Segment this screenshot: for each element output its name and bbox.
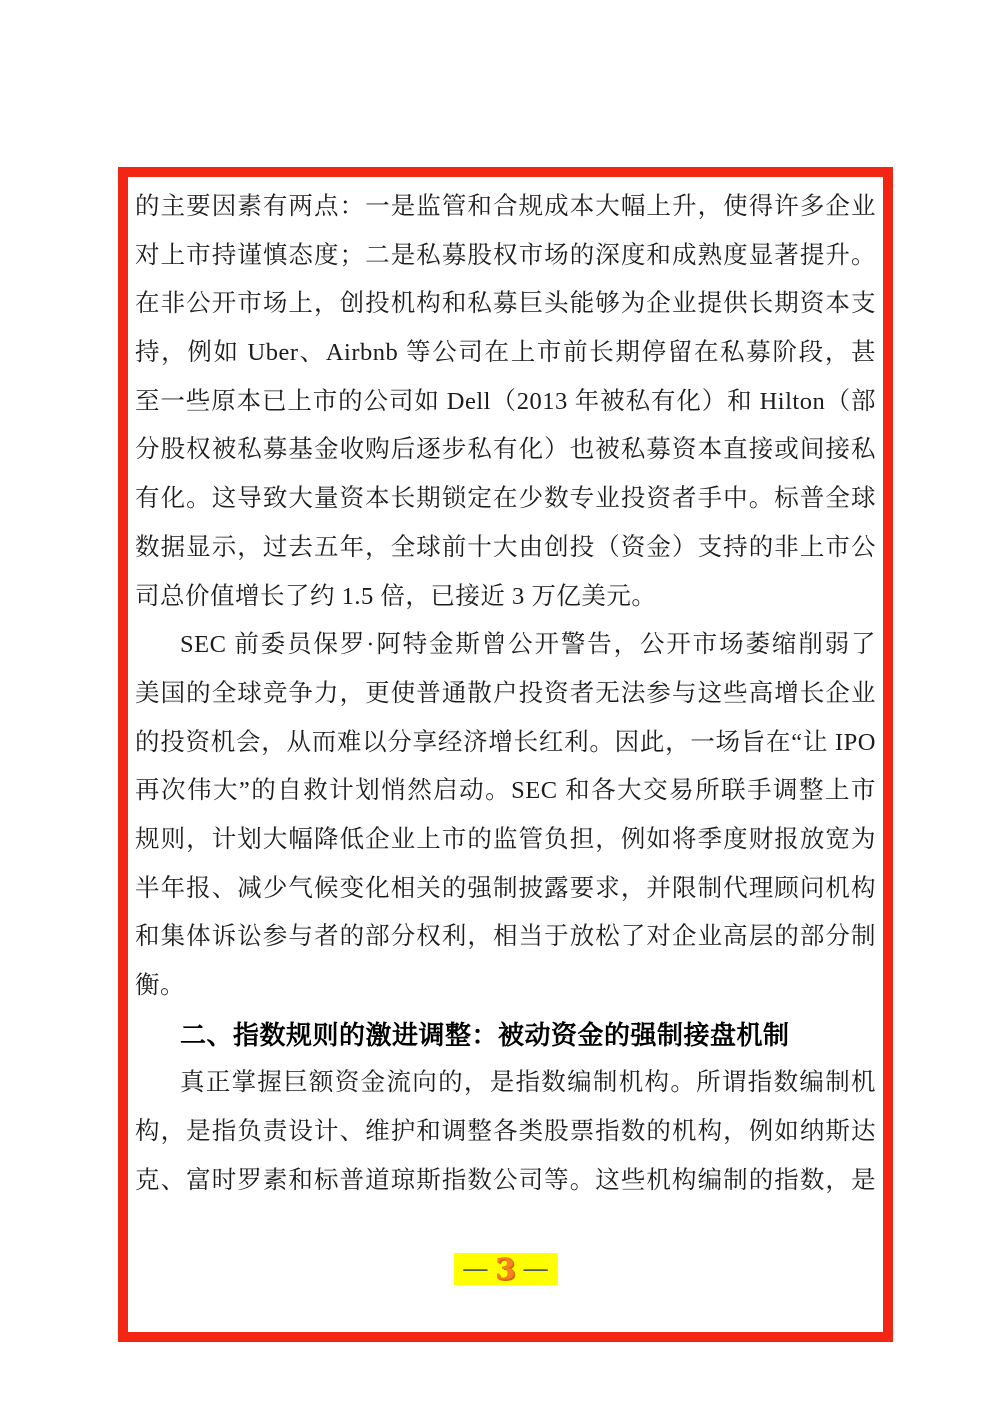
paragraph [135,183,876,621]
text-line: 克、富时罗素和标普道琼斯指数公司等。这些机构编制的指数，是 [135,1166,876,1194]
text-line: 衡。 [135,972,185,999]
text-line: 规则，计划大幅降低企业上市的监管负担，例如将季度财报放宽为 [135,825,876,853]
text-line: 真正掌握巨额资金流向的，是指数编制机构。所谓指数编制机 [180,1069,876,1097]
text-line: 分股权被私募基金收购后逐步私有化）也被私募资本直接或间接私 [135,436,876,464]
paragraph [135,1059,876,1205]
text-line: SEC 前委员保罗·阿特金斯曾公开警告，公开市场萎缩削弱了 [180,631,876,659]
text-line: 美国的全球竞争力，更使普通散户投资者无法参与这些高增长企业 [135,679,876,707]
text-line: 有化。这导致大量资本长期锁定在少数专业投资者手中。标普全球 [135,485,876,513]
paragraph [135,621,876,1011]
page-number: 3 [495,1251,516,1286]
text-line: 的主要因素有两点：一是监管和合规成本大幅上升，使得许多企业 [135,193,876,220]
page-footer [453,1253,557,1285]
text-line: 的投资机会，从而难以分享经济增长红利。因此，一场旨在“让 IPO [135,728,876,756]
text-line: 在非公开市场上，创投机构和私募巨头能够为企业提供长期资本支 [135,290,876,318]
footer-dash-right: — [523,1256,548,1282]
red-border-frame [118,167,893,1342]
text-line: 构，是指负责设计、维护和调整各类股票指数的机构，例如纳斯达 [135,1118,876,1146]
text-line: 对上市持谨慎态度；二是私募股权市场的深度和成熟度显著提升。 [135,241,876,269]
text-line: 和集体诉讼参与者的部分权利，相当于放松了对企业高层的部分制 [135,923,876,951]
text-line: 司总价值增长了约 1.5 倍，已接近 3 万亿美元。 [135,582,657,610]
text-line: 至一些原本已上市的公司如 Dell（2013 年被私有化）和 Hilton（部 [135,387,876,415]
section-heading: 二、指数规则的激进调整：被动资金的强制接盘机制 [180,1019,790,1050]
text-line: 持，例如 Uber、Airbnb 等公司在上市前长期停留在私募阶段，甚 [135,339,876,367]
text-line: 半年报、减少气候变化相关的强制披露要求，并限制代理顾问机构 [135,874,876,902]
text-line: 再次伟大”的自救计划悄然启动。SEC 和各大交易所联手调整上市 [135,777,876,805]
text-line: 数据显示，过去五年，全球前十大由创投（资金）支持的非上市公 [135,533,876,561]
document-content [135,183,876,1205]
footer-dash-left: — [463,1256,488,1282]
